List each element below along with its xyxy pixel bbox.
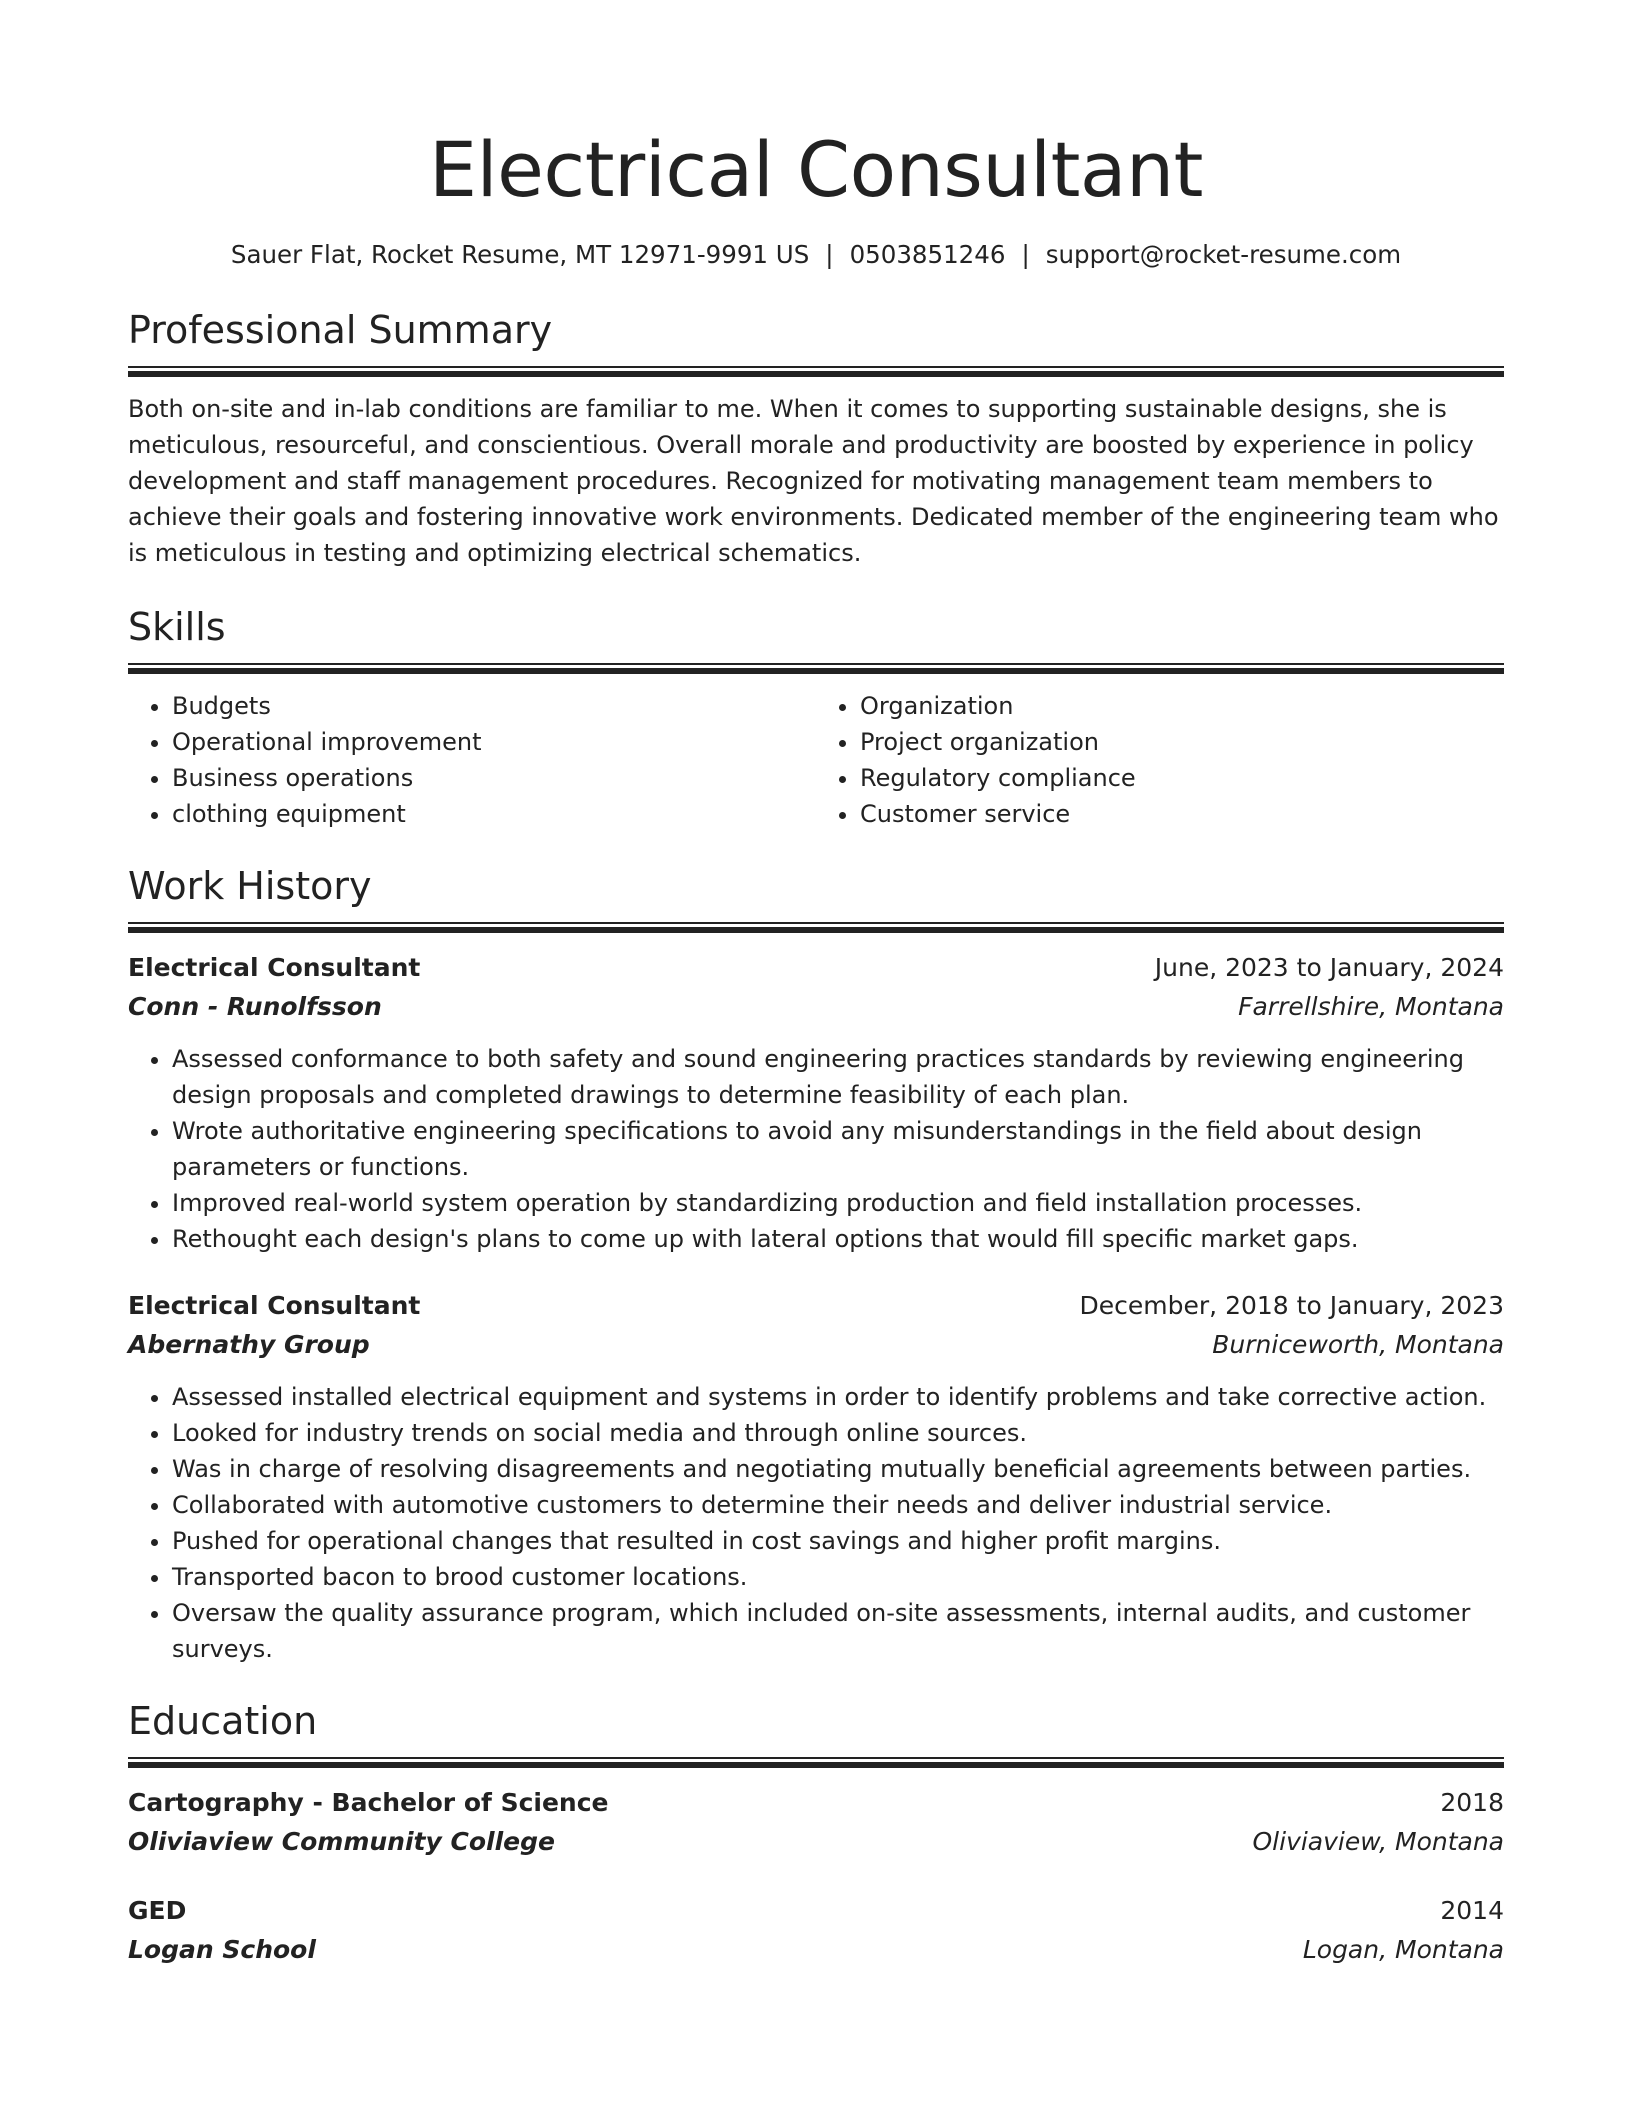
- contact-address: Sauer Flat, Rocket Resume, MT 12971-9991 US: [230, 240, 810, 269]
- job-bullet: • Was in charge of resolving disagreements and negotiating mutually beneficial agreements between parties.: [172, 1451, 1504, 1487]
- education-year: 2018: [1440, 1788, 1504, 1817]
- education-school-row: [128, 1822, 1504, 1862]
- education-entry: [128, 1784, 1504, 1862]
- skill-item: • Project organization: [860, 724, 1504, 760]
- skill-item: • Regulatory compliance: [860, 760, 1504, 796]
- job-title: Electrical Consultant: [128, 1291, 421, 1320]
- job-entry: [128, 949, 1504, 1257]
- education-header-row: [128, 1892, 1504, 1930]
- section-title-education: Education: [128, 1699, 318, 1743]
- education-school-row: [128, 1930, 1504, 1970]
- education-entry: [128, 1892, 1504, 1970]
- skill-item: • Business operations: [172, 760, 816, 796]
- contact-separator: |: [825, 240, 834, 269]
- section-divider: [128, 1757, 1504, 1768]
- section-title-skills: Skills: [128, 605, 226, 649]
- job-company: Conn - Runolfsson: [128, 992, 382, 1021]
- skills-list-left: [128, 688, 816, 832]
- education-header-row: [128, 1784, 1504, 1822]
- summary-section: [128, 306, 1504, 571]
- skills-columns: [128, 688, 1504, 832]
- skill-item: • clothing equipment: [172, 796, 816, 832]
- job-dates: June, 2023 to January, 2024: [1154, 953, 1504, 982]
- education-school: Oliviaview Community College: [128, 1827, 555, 1856]
- job-bullet: • Transported bacon to brood customer locations.: [172, 1559, 1504, 1595]
- summary-text: Both on-site and in-lab conditions are familiar to me. When it comes to supporting sustainable designs, she is meticulous, resourceful, and conscientious. Overall morale and productivity are boosted by experience in policy development and staff management procedures. Recognized for motivating management team members to achieve their goals and fostering innovative work environments. Dedicated member of the engineering team who is meticulous in testing and optimizing electrical schematics.: [128, 395, 1499, 567]
- education-degree: Cartography - Bachelor of Science: [128, 1788, 609, 1817]
- skill-item: • Organization: [860, 688, 1504, 724]
- contact-separator: |: [1021, 240, 1030, 269]
- job-bullet: • Rethought each design's plans to come up with lateral options that would fill specific market gaps.: [172, 1221, 1504, 1257]
- job-bullet: • Oversaw the quality assurance program, which included on-site assessments, internal audits, and customer surveys.: [172, 1595, 1504, 1667]
- education-year: 2014: [1440, 1896, 1504, 1925]
- section-title-work-history: Work History: [128, 864, 372, 908]
- job-header-row: [128, 1287, 1504, 1325]
- job-location: Burniceworth, Montana: [1212, 1330, 1504, 1359]
- job-bullet: • Collaborated with automotive customers to determine their needs and deliver industrial service.: [172, 1487, 1504, 1523]
- job-bullet: • Wrote authoritative engineering specifications to avoid any misunderstandings in the field about design parameters or functions.: [172, 1113, 1504, 1185]
- candidate-name: Electrical Consultant: [429, 125, 1203, 214]
- job-bullets: [128, 1379, 1504, 1667]
- job-bullets: [128, 1041, 1504, 1257]
- job-company: Abernathy Group: [128, 1330, 370, 1359]
- skills-section: [128, 603, 1504, 832]
- contact-phone: 0503851246: [849, 240, 1006, 269]
- education-location: Oliviaview, Montana: [1252, 1827, 1504, 1856]
- resume-page: [128, 0, 1504, 1970]
- section-divider: [128, 663, 1504, 674]
- education-degree: GED: [128, 1896, 187, 1925]
- education-section: [128, 1697, 1504, 1970]
- job-bullet: • Assessed installed electrical equipment and systems in order to identify problems and take corrective action.: [172, 1379, 1504, 1415]
- skills-list-right: [816, 688, 1504, 832]
- job-dates: December, 2018 to January, 2023: [1079, 1291, 1504, 1320]
- job-entry: [128, 1287, 1504, 1667]
- job-bullet: • Assessed conformance to both safety and sound engineering practices standards by reviewing engineering design proposals and completed drawings to determine feasibility of each plan.: [172, 1041, 1504, 1113]
- skill-item: • Operational improvement: [172, 724, 816, 760]
- job-bullet: • Pushed for operational changes that resulted in cost savings and higher profit margins.: [172, 1523, 1504, 1559]
- work-history-section: [128, 862, 1504, 1667]
- job-bullet: • Looked for industry trends on social media and through online sources.: [172, 1415, 1504, 1451]
- job-company-row: [128, 987, 1504, 1027]
- education-school: Logan School: [128, 1935, 316, 1964]
- skill-item: • Budgets: [172, 688, 816, 724]
- contact-email[interactable]: support@rocket-resume.com: [1045, 240, 1402, 269]
- job-title: Electrical Consultant: [128, 953, 421, 982]
- education-location: Logan, Montana: [1302, 1935, 1504, 1964]
- job-location: Farrellshire, Montana: [1238, 992, 1504, 1021]
- section-divider: [128, 366, 1504, 377]
- contact-line: [128, 238, 1504, 272]
- job-bullet: • Improved real-world system operation by standardizing production and field installation processes.: [172, 1185, 1504, 1221]
- job-company-row: [128, 1325, 1504, 1365]
- job-header-row: [128, 949, 1504, 987]
- section-title-summary: Professional Summary: [128, 308, 553, 352]
- section-divider: [128, 922, 1504, 933]
- skill-item: • Customer service: [860, 796, 1504, 832]
